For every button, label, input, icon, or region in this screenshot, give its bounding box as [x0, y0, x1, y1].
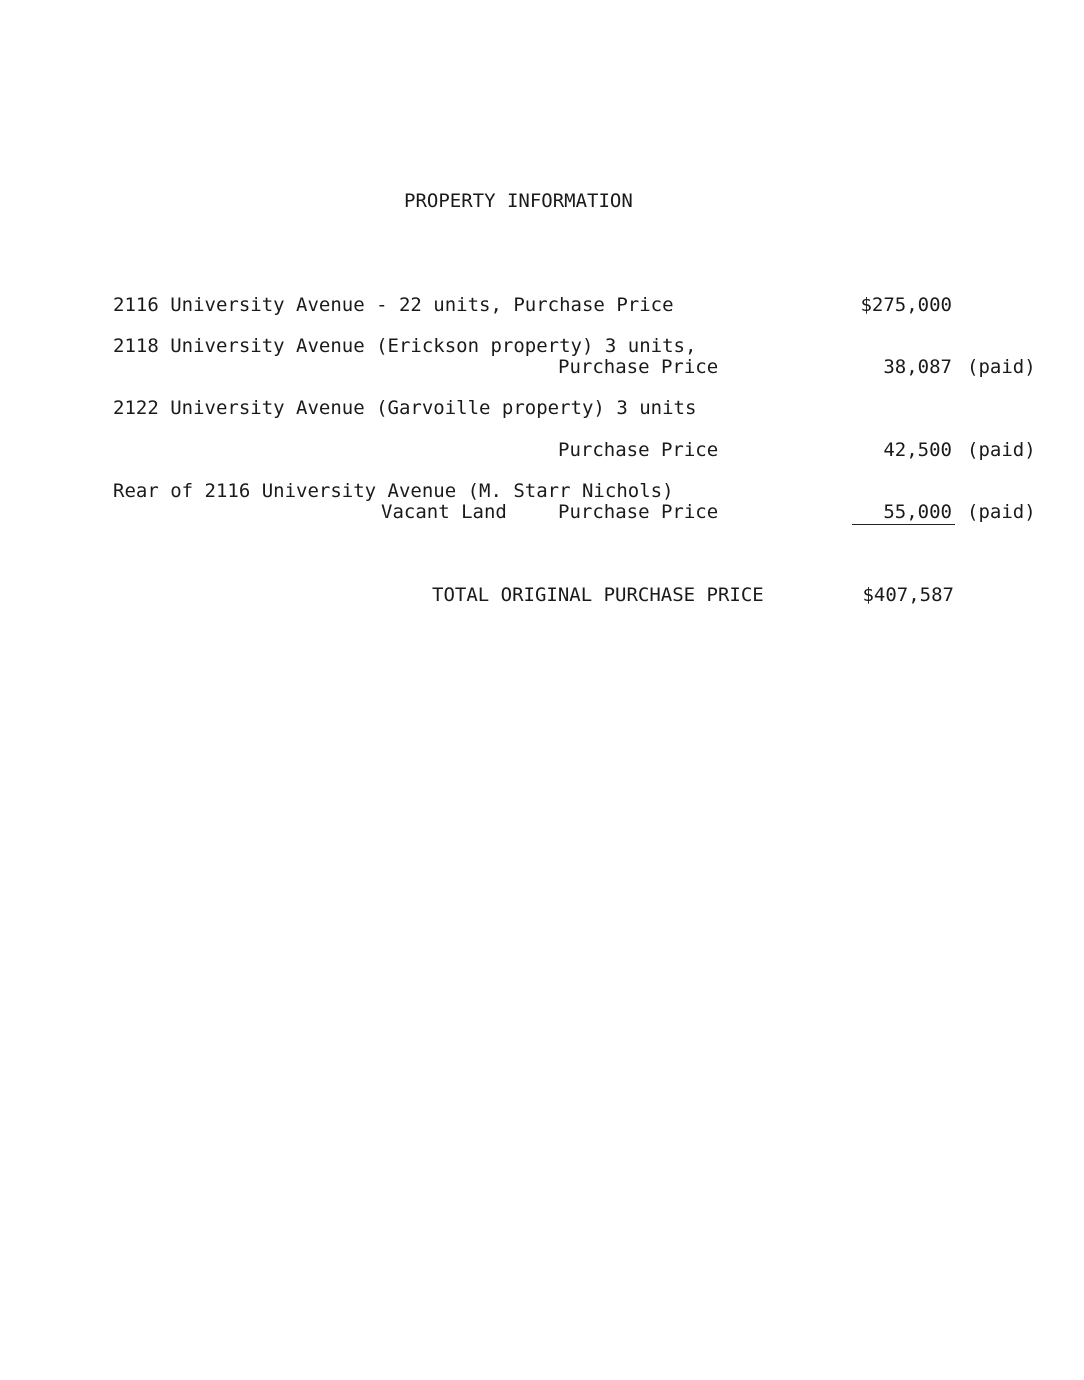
property-2122-price-label: Purchase Price	[558, 439, 719, 461]
property-2122-description: 2122 University Avenue (Garvoille property) 3 units	[113, 397, 697, 419]
property-2118-status: (paid)	[967, 356, 1036, 378]
sum-underline	[852, 524, 955, 525]
page-title: PROPERTY INFORMATION	[404, 190, 633, 212]
property-rear-2116-description: Rear of 2116 University Avenue (M. Starr Nichols)	[113, 480, 674, 502]
total-amount: $407,587	[862, 584, 954, 606]
total-label: TOTAL ORIGINAL PURCHASE PRICE	[432, 584, 764, 606]
property-rear-2116-status: (paid)	[967, 501, 1036, 523]
property-rear-2116-land-label: Vacant Land	[381, 501, 507, 523]
property-2116-description: 2116 University Avenue - 22 units, Purchase Price	[113, 294, 674, 316]
property-2122-status: (paid)	[967, 439, 1036, 461]
property-2122-amount: 42,500	[883, 439, 952, 461]
property-rear-2116-amount: 55,000	[883, 501, 952, 523]
property-2118-amount: 38,087	[883, 356, 952, 378]
property-2118-price-label: Purchase Price	[558, 356, 719, 378]
property-2116-amount: $275,000	[860, 294, 952, 316]
property-rear-2116-price-label: Purchase Price	[558, 501, 719, 523]
property-2118-description: 2118 University Avenue (Erickson property) 3 units,	[113, 335, 697, 357]
